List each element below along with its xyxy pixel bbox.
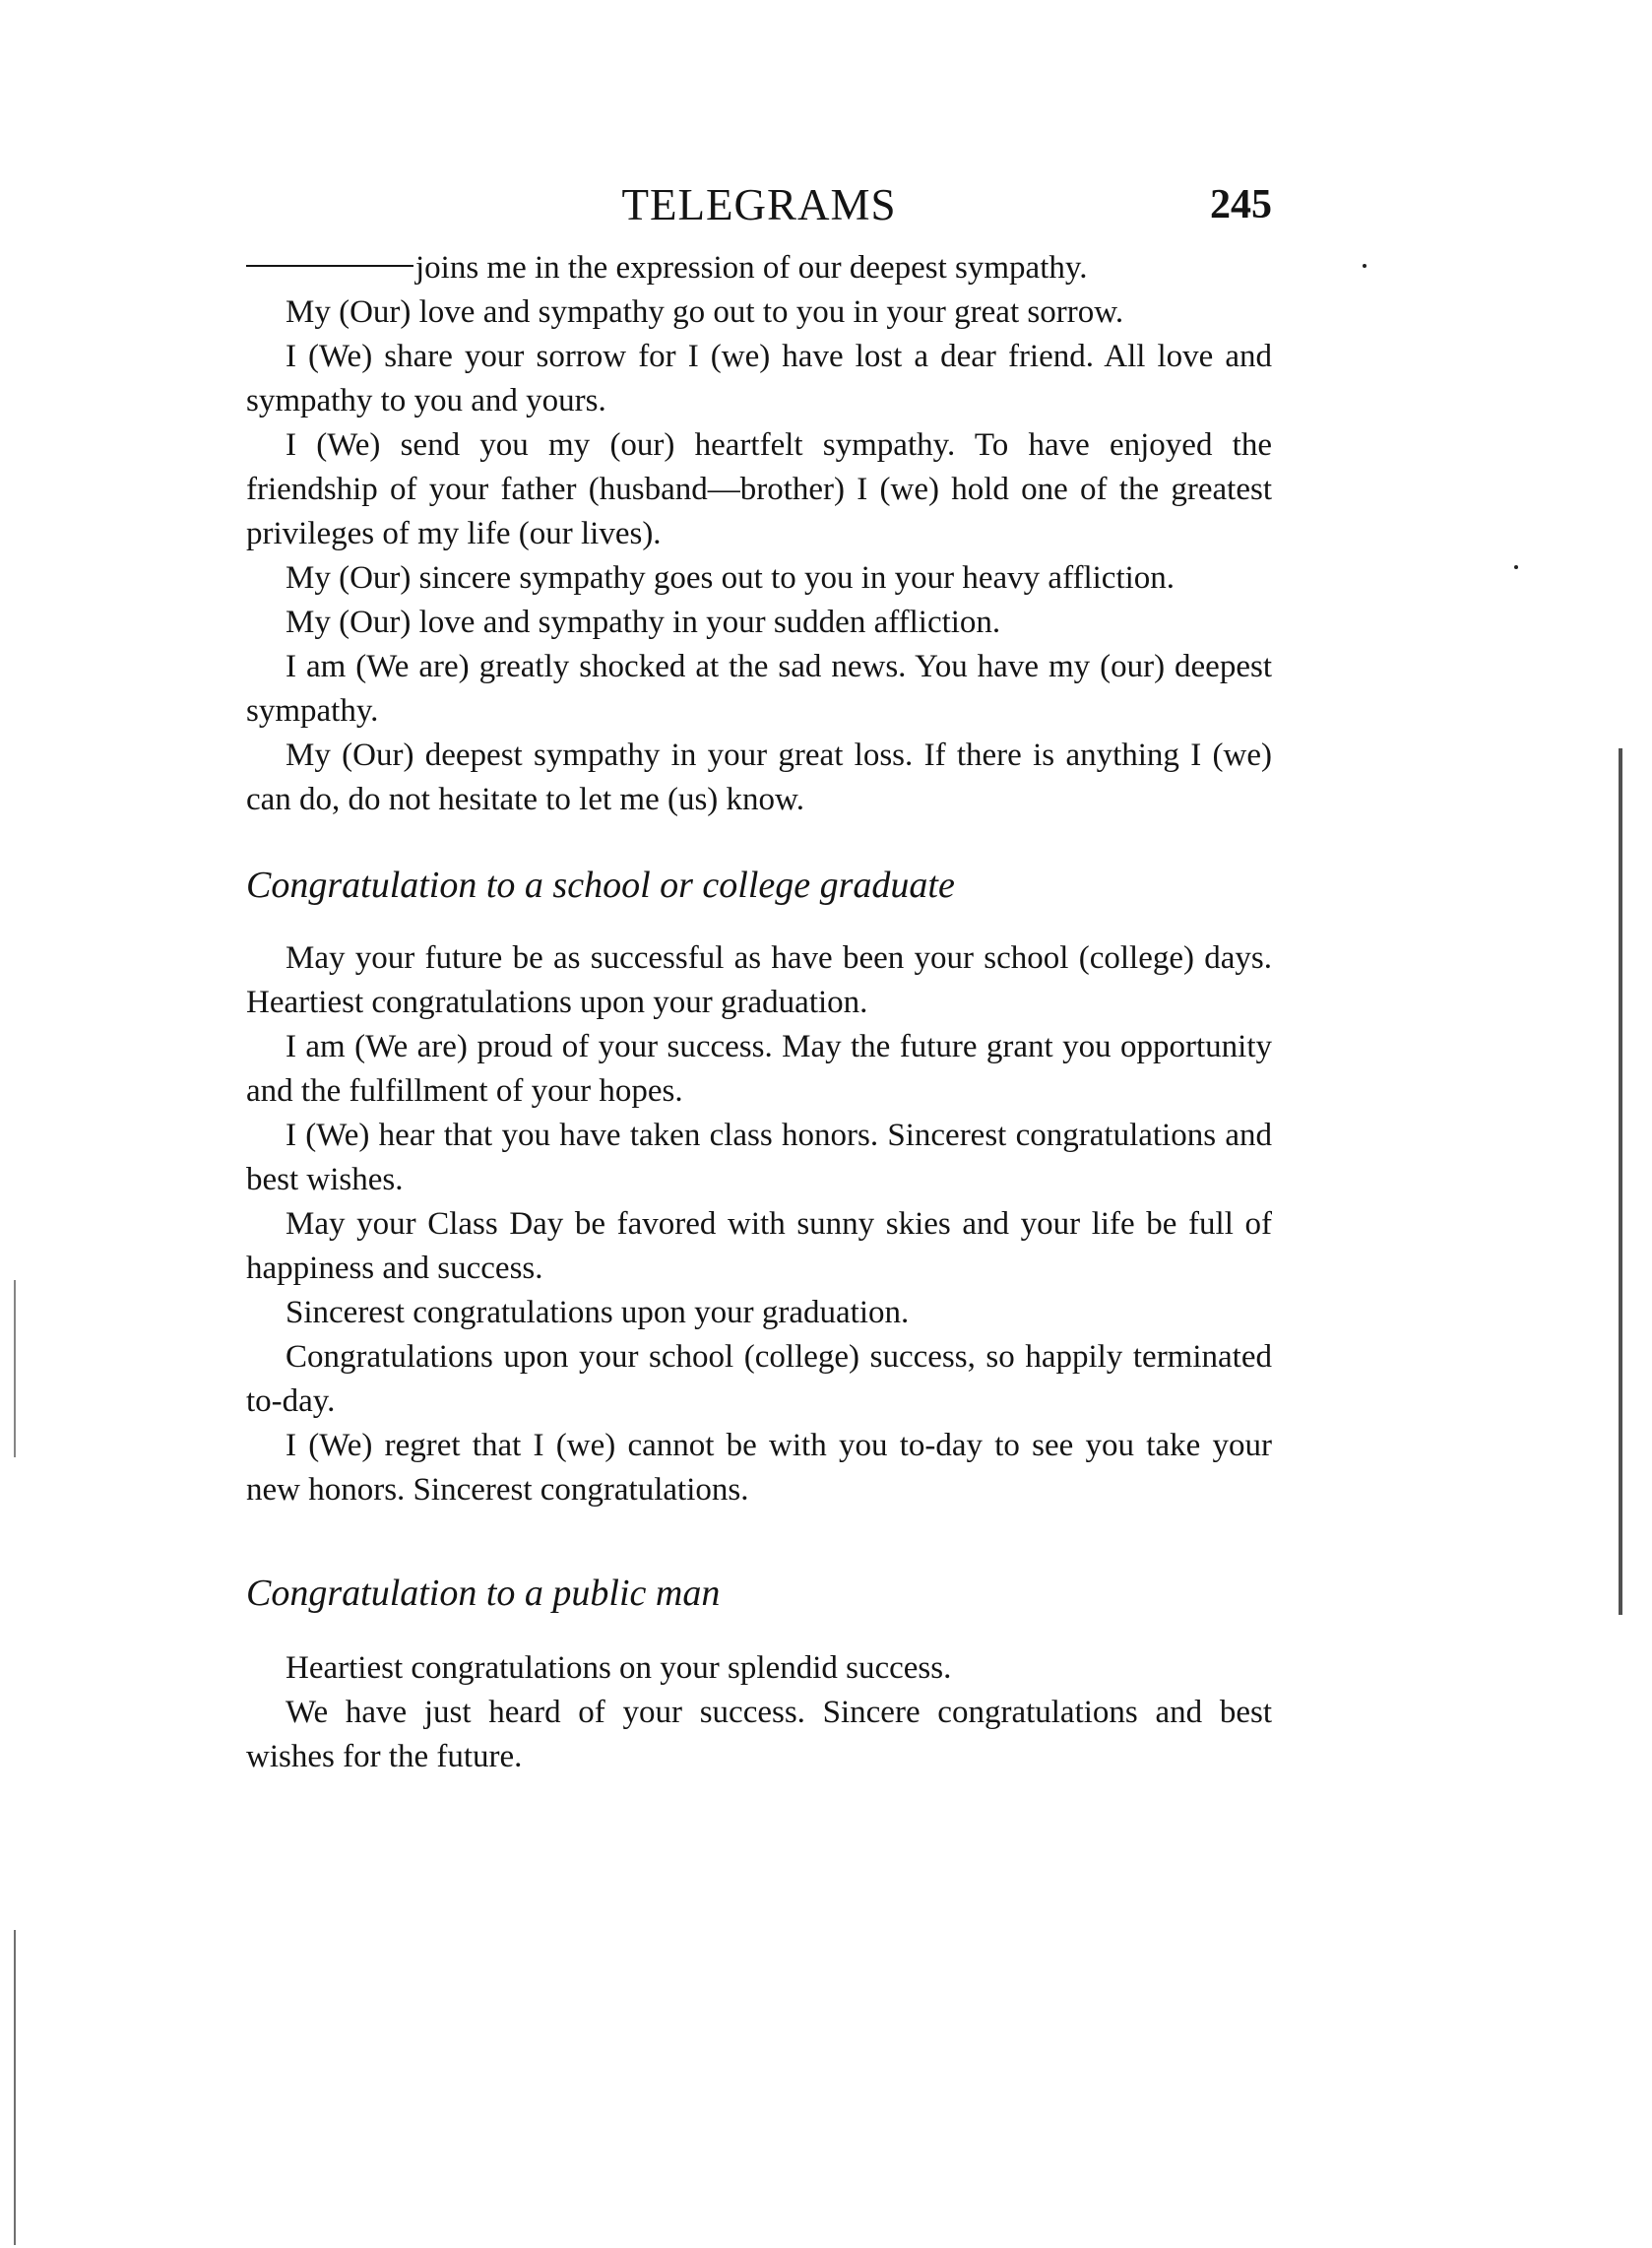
- scan-speck: [1363, 264, 1366, 268]
- sympathy-paragraph: [246, 246, 1272, 290]
- page-number: 245: [1210, 182, 1272, 227]
- sympathy-paragraph: My (Our) sincere sympathy goes out to you in your heavy affliction.: [286, 560, 1175, 596]
- binding-shadow-left-lower: [14, 1930, 16, 2245]
- public-man-paragraph: Heartiest congratulations on your splendid success.: [286, 1650, 952, 1686]
- sympathy-paragraph: My (Our) love and sympathy in your sudden affliction.: [286, 605, 1001, 640]
- section-heading-graduate: Congratulation to a school or college graduate: [246, 865, 955, 906]
- graduate-paragraph: Congratulations upon your school (college) success, so happily terminated to-day.: [246, 1339, 1272, 1419]
- graduate-paragraph: Sincerest congratulations upon your graduation.: [286, 1295, 910, 1330]
- sympathy-paragraph: My (Our) love and sympathy go out to you in your great sorrow.: [286, 294, 1124, 330]
- binding-shadow-left-upper: [14, 1280, 16, 1457]
- graduate-paragraph: I (We) hear that you have taken class honors. Sincerest congratulations and best wishes.: [246, 1118, 1272, 1197]
- sympathy-paragraph: My (Our) deepest sympathy in your great loss. If there is anything I (we) can do, do not hesitate to let me (us) know.: [246, 738, 1272, 817]
- scan-speck: [1514, 565, 1518, 569]
- graduate-paragraph: I (We) regret that I (we) cannot be with you to-day to see you take your new honors. Sincerest congratulations.: [246, 1428, 1272, 1508]
- public-man-paragraph: We have just heard of your success. Sincere congratulations and best wishes for the future.: [246, 1695, 1272, 1774]
- sympathy-paragraph: I am (We are) greatly shocked at the sad news. You have my (our) deepest sympathy.: [246, 649, 1272, 729]
- name-blank-dash: [246, 265, 413, 267]
- graduate-paragraph: May your Class Day be favored with sunny skies and your life be full of happiness and success.: [246, 1206, 1272, 1286]
- sympathy-paragraph: I (We) share your sorrow for I (we) have lost a dear friend. All love and sympathy to you and yours.: [246, 339, 1272, 418]
- graduate-paragraph: I am (We are) proud of your success. May the future grant you opportunity and the fulfillment of your hopes.: [246, 1029, 1272, 1109]
- graduate-paragraph: May your future be as successful as have been your school (college) days. Heartiest congratulations upon your graduation.: [246, 940, 1272, 1020]
- page-header: [246, 175, 1272, 234]
- sympathy-paragraph: I (We) send you my (our) heartfelt sympathy. To have enjoyed the friendship of your father (husband—brother) I (we) hold one of the greatest privileges of my life (our lives).: [246, 427, 1272, 551]
- sympathy-text: joins me in the expression of our deepest sympathy.: [415, 250, 1088, 286]
- page-body: [246, 246, 1272, 1779]
- binding-shadow-right: [1619, 748, 1622, 1615]
- running-head: TELEGRAMS: [621, 180, 897, 229]
- section-heading-public-man: Congratulation to a public man: [246, 1573, 721, 1614]
